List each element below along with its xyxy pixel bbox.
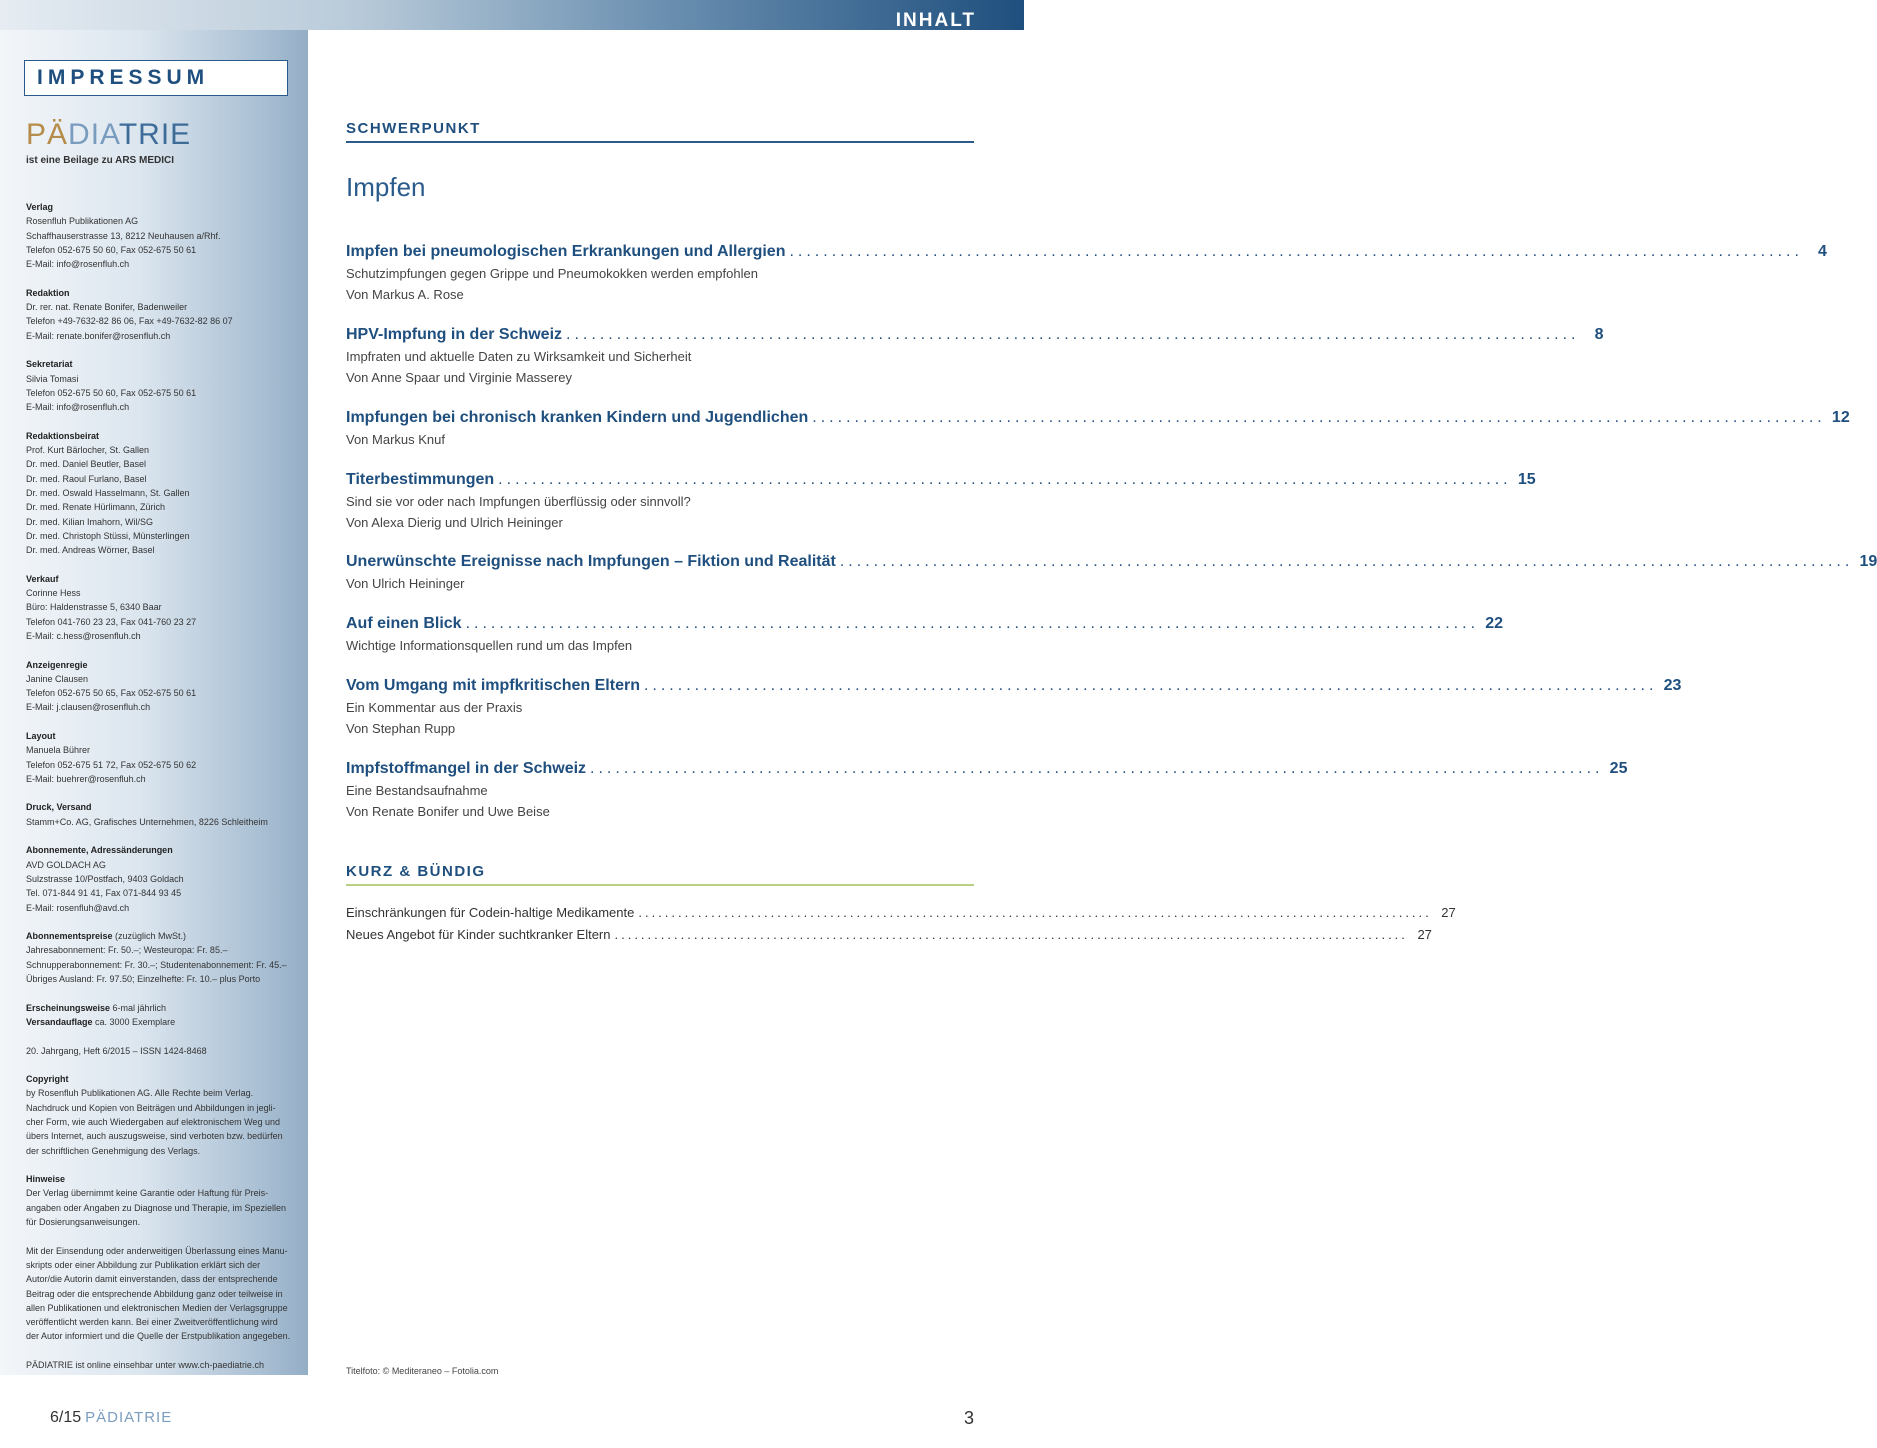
toc-subline: Ein Kommentar aus der Praxis — [346, 700, 523, 715]
impressum-heading-line — [26, 1072, 302, 1086]
impressum-line: Sulzstrasse 10/Postfach, 9403 Goldach — [26, 873, 184, 884]
impressum-heading-line — [26, 200, 302, 214]
toc-subline: Von Anne Spaar und Virginie Masserey — [346, 370, 572, 385]
impressum-heading-suffix: ca. 3000 Exemplare — [92, 1016, 176, 1027]
toc-title: Auf einen Blick — [346, 615, 462, 632]
impressum-line: angaben oder Angaben zu Diagnose und Therapie, im Speziellen — [26, 1202, 287, 1213]
schwerpunkt-heading: SCHWERPUNKT — [346, 120, 481, 137]
toc-subline: Sind sie vor oder nach Impfungen überflüssig oder sinnvoll? — [346, 494, 691, 509]
impressum-heading-line — [26, 357, 302, 371]
toc-title: Impfungen bei chronisch kranken Kindern und Jugendlichen — [346, 409, 809, 426]
impressum-heading: Copyright — [26, 1074, 69, 1085]
toc-entry — [346, 326, 1604, 386]
toc-leader-dots: ........................................................................................................................ — [465, 615, 1480, 632]
toc-title: Titerbestimmungen — [346, 471, 495, 488]
impressum-line: Stamm+Co. AG, Grafisches Unternehmen, 8226 Schleitheim — [26, 816, 268, 827]
top-banner — [0, 0, 1024, 30]
impressum-block — [26, 843, 302, 914]
impressum-line: Dr. med. Daniel Beutler, Basel — [26, 459, 147, 470]
toc-leader-dots: ........................................................................................................................ — [566, 326, 1580, 343]
impressum-heading-line — [26, 843, 302, 857]
impressum-block — [26, 357, 302, 414]
impressum-heading: Layout — [26, 730, 56, 741]
impressum-line: Jahresabonnement: Fr. 50.–; Westeuropa: Fr. 85.– — [26, 945, 228, 956]
impressum-heading-line — [26, 286, 302, 300]
toc-row — [346, 326, 1604, 344]
impressum-line: veröffentlicht werden kann. Bei einer Zweitveröffentlichung wird — [26, 1317, 278, 1328]
impressum-line: by Rosenfluh Publikationen AG. Alle Rechte beim Verlag. — [26, 1088, 254, 1099]
impressum-block — [26, 800, 302, 829]
toc-row — [346, 471, 1536, 489]
toc-subline: Von Stephan Rupp — [346, 721, 456, 736]
toc-entry — [346, 243, 1827, 303]
toc-entry — [346, 615, 1504, 654]
impressum-heading-line — [26, 572, 302, 586]
impressum-line: Prof. Kurt Bärlocher, St. Gallen — [26, 445, 150, 456]
impressum-heading: Redaktion — [26, 287, 70, 298]
impressum-heading: Hinweise — [26, 1174, 66, 1185]
impressum-line: allen Publikationen und elektronischen Medien der Verlagsgruppe — [26, 1302, 288, 1313]
toc-page-number: 8 — [1594, 326, 1604, 343]
toc-subline: Von Markus Knuf — [346, 432, 445, 447]
impressum-line: Telefon 052-675 51 72, Fax 052-675 50 62 — [26, 759, 197, 770]
issue-number: 6/15 — [50, 1409, 82, 1426]
impressum-line: 20. Jahrgang, Heft 6/2015 – ISSN 1424-8468 — [26, 1045, 207, 1056]
impressum-line: E-Mail: buehrer@rosenfluh.ch — [26, 773, 146, 784]
toc-row — [346, 553, 1877, 571]
impressum-line: Mit der Einsendung oder anderweitigen Überlassung eines Manu- — [26, 1245, 288, 1256]
impressum-line: Der Verlag übernimmt keine Garantie oder Haftung für Preis- — [26, 1188, 269, 1199]
impressum-line: Dr. med. Oswald Hasselmann, St. Gallen — [26, 487, 190, 498]
toc-row — [346, 677, 1682, 695]
impressum-line: der Autor informiert und die Quelle der Erstpublikation angegeben. — [26, 1331, 291, 1342]
impressum-title: IMPRESSUM — [37, 66, 210, 89]
toc-entry — [346, 677, 1682, 737]
impressum-line: Silvia Tomasi — [26, 373, 79, 384]
impressum-block — [26, 1358, 302, 1372]
kurz-entry — [346, 905, 1456, 920]
toc-leader-dots: ........................................................................................................................ — [590, 760, 1604, 777]
toc-title: Impfen bei pneumologischen Erkrankungen und Allergien — [346, 243, 786, 260]
paediatrie-logo: PÄDIATRIE — [26, 118, 192, 151]
impressum-line: Schaffhauserstrasse 13, 8212 Neuhausen a/Rhf. — [26, 230, 221, 241]
toc-title: Unerwünschte Ereignisse nach Impfungen – Fiktion und Realität — [346, 553, 836, 570]
impressum-line: Büro: Haldenstrasse 5, 6340 Baar — [26, 602, 162, 613]
impressum-heading: Abonnemente, Adressänderungen — [26, 845, 173, 856]
impressum-line: E-Mail: info@rosenfluh.ch — [26, 402, 130, 413]
toc-subline: Impfraten und aktuelle Daten zu Wirksamkeit und Sicherheit — [346, 349, 692, 364]
impressum-line: cher Form, wie auch Wiedergaben auf elektronischem Weg und — [26, 1117, 280, 1127]
section-label: INHALT — [895, 10, 976, 31]
impressum-line: Rosenfluh Publikationen AG — [26, 216, 139, 227]
kurz-leader-dots: ........................................................................................................................ — [614, 927, 1408, 942]
impressum-heading-line — [26, 800, 302, 814]
toc-entry — [346, 760, 1628, 820]
toc-subline: Eine Bestandsaufnahme — [346, 783, 488, 798]
impressum-heading-line — [26, 658, 302, 672]
impressum-block — [26, 1244, 302, 1344]
kurz-title: Einschränkungen für Codein-haltige Medikamente — [346, 905, 635, 920]
impressum-block — [26, 1001, 302, 1030]
impressum-heading-line — [26, 929, 302, 943]
toc-row — [346, 615, 1504, 633]
impressum-line: Telefon 052-675 50 60, Fax 052-675 50 61 — [26, 244, 197, 255]
toc-leader-dots: ........................................................................................................................ — [643, 677, 1658, 694]
toc-entry — [346, 471, 1536, 531]
impressum-block — [26, 1172, 302, 1229]
impressum-block — [26, 200, 302, 271]
logo-subtitle: ist eine Beilage zu ARS MEDICI — [26, 155, 174, 166]
impressum-line: für Dosierungsanweisungen. — [26, 1217, 141, 1228]
kurz-leader-dots: ........................................................................................................................ — [638, 905, 1432, 920]
toc-subline: Von Markus A. Rose — [346, 287, 464, 302]
impressum-heading-line — [26, 1001, 302, 1015]
toc-subline: Von Renate Bonifer und Uwe Beise — [346, 804, 550, 819]
toc-leader-dots: ........................................................................................................................ — [839, 553, 1854, 570]
impressum-block — [26, 286, 302, 343]
toc-row — [346, 243, 1827, 261]
impressum-heading: Erscheinungsweise — [26, 1002, 111, 1013]
impressum-line: E-Mail: j.clausen@rosenfluh.ch — [26, 702, 151, 713]
toc-page-number: 19 — [1859, 553, 1877, 570]
toc-subline: Von Ulrich Heininger — [346, 576, 465, 591]
impressum-title-box — [24, 60, 288, 96]
impressum-line: Telefon 041-760 23 23, Fax 041-760 23 27 — [26, 616, 197, 627]
impressum-line: Übriges Ausland: Fr. 97.50; Einzelhefte: Fr. 10.– plus Porto — [26, 974, 261, 985]
impressum-block — [26, 658, 302, 715]
toc-entry — [346, 409, 1850, 448]
toc-page-number: 4 — [1818, 243, 1827, 260]
impressum-line: Beitrag oder die entsprechende Abbildung ganz oder teilweise in — [26, 1288, 283, 1299]
toc-leader-dots: ........................................................................................................................ — [498, 471, 1512, 488]
impressum-line: der schriftlichen Genehmigung des Verlags. — [26, 1145, 201, 1156]
impressum-line: übers Internet, auch auszugsweise, sind verboten bzw. bedürfen — [26, 1131, 283, 1142]
impressum-blocks — [26, 200, 302, 1387]
toc-page-number: 12 — [1831, 409, 1850, 426]
impressum-heading-line — [26, 1015, 302, 1029]
impressum-heading-line — [26, 729, 302, 743]
impressum-line: Dr. rer. nat. Renate Bonifer, Badenweiler — [26, 302, 188, 313]
impressum-line: Janine Clausen — [26, 673, 89, 684]
impressum-heading: Druck, Versand — [26, 802, 92, 813]
impressum-line: Nachdruck und Kopien von Beiträgen und Abbildungen in jegli- — [26, 1102, 276, 1113]
impressum-line: E-Mail: rosenfluh@avd.ch — [26, 902, 130, 913]
impressum-line: Schnupperabonnement: Fr. 30.–; Studentenabonnement: Fr. 45.– — [26, 959, 287, 970]
impressum-line: Telefon +49-7632-82 86 06, Fax +49-7632-82 86 07 — [26, 316, 233, 327]
impressum-line: Tel. 071-844 91 41, Fax 071-844 93 45 — [26, 888, 182, 899]
impressum-line: Dr. med. Christoph Stüssi, Münsterlingen — [26, 530, 190, 541]
kurz-heading: KURZ & BÜNDIG — [346, 863, 486, 880]
toc-leader-dots: ........................................................................................................................ — [789, 243, 1803, 260]
kurz-rule — [346, 884, 974, 886]
impressum-line: Corinne Hess — [26, 588, 81, 599]
footer-brand: PÄDIATRIE — [85, 1409, 173, 1426]
impressum-line: Dr. med. Andreas Wörner, Basel — [26, 545, 155, 556]
impressum-block — [26, 729, 302, 786]
schwerpunkt-rule — [346, 141, 974, 143]
impressum-line: E-Mail: c.hess@rosenfluh.ch — [26, 630, 141, 641]
impressum-heading-line — [26, 1172, 302, 1186]
impressum-heading: Redaktionsbeirat — [26, 430, 100, 441]
impressum-heading-suffix: (zuzüglich MwSt.) — [112, 931, 187, 942]
toc-page-number: 23 — [1663, 677, 1682, 694]
kurz-title: Neues Angebot für Kinder suchtkranker Eltern — [346, 927, 611, 942]
impressum-heading: Abonnementspreise — [26, 931, 113, 942]
impressum-line: Autor/die Autorin damit einverstanden, dass der entsprechende — [26, 1274, 278, 1285]
impressum-line: Dr. med. Kilian Imahorn, Wil/SG — [26, 516, 154, 527]
impressum-line: Dr. med. Raoul Furlano, Basel — [26, 473, 147, 484]
impressum-block — [26, 929, 302, 986]
kurz-entry — [346, 927, 1432, 942]
toc-entry — [346, 553, 1877, 592]
toc-title: Vom Umgang mit impfkritischen Eltern — [346, 677, 640, 694]
impressum-heading-suffix: 6-mal jährlich — [110, 1002, 167, 1013]
impressum-heading: Anzeigenregie — [26, 659, 88, 670]
toc-page-number: 25 — [1609, 760, 1628, 777]
toc-title: Impfstoffmangel in der Schweiz — [346, 760, 587, 777]
toc-page-number: 22 — [1485, 615, 1504, 632]
impressum-heading: Sekretariat — [26, 359, 73, 370]
toc-row — [346, 409, 1850, 427]
impressum-line: E-Mail: renate.bonifer@rosenfluh.ch — [26, 330, 171, 341]
impressum-line: PÄDIATRIE ist online einsehbar unter www.ch-paediatrie.ch — [26, 1360, 264, 1371]
toc-subline: Wichtige Informationsquellen rund um das Impfen — [346, 638, 633, 653]
impressum-line: Telefon 052-675 50 60, Fax 052-675 50 61 — [26, 387, 197, 398]
photo-credit: Titelfoto: © Mediteraneo – Fotolia.com — [346, 1366, 499, 1376]
toc-subline: Von Alexa Dierig und Ulrich Heininger — [346, 515, 563, 530]
footer-issue — [50, 1409, 172, 1427]
page-number: 3 — [963, 1408, 974, 1428]
impressum-block — [26, 572, 302, 643]
impressum-heading: Versandauflage — [26, 1016, 93, 1027]
impressum-line: Dr. med. Renate Hürlimann, Zürich — [26, 502, 166, 513]
impressum-line: Manuela Bührer — [26, 745, 91, 756]
impressum-heading: Verlag — [26, 202, 54, 212]
impressum-heading-line — [26, 429, 302, 443]
toc-page-number: 15 — [1517, 471, 1536, 488]
topic-title: Impfen — [346, 172, 426, 202]
impressum-heading: Verkauf — [26, 573, 59, 584]
toc-leader-dots: ........................................................................................................................ — [812, 409, 1826, 426]
kurz-page-number: 27 — [1417, 927, 1432, 942]
impressum-block — [26, 429, 302, 558]
kurz-page-number: 27 — [1441, 905, 1456, 920]
impressum-line: E-Mail: info@rosenfluh.ch — [26, 259, 130, 270]
impressum-block — [26, 1044, 302, 1058]
impressum-line: AVD GOLDACH AG — [26, 859, 106, 870]
toc-subline: Schutzimpfungen gegen Grippe und Pneumokokken werden empfohlen — [346, 266, 758, 281]
toc-row — [346, 760, 1628, 778]
impressum-block — [26, 1072, 302, 1158]
impressum-line: Telefon 052-675 50 65, Fax 052-675 50 61 — [26, 688, 197, 699]
impressum-line: skripts oder einer Abbildung zur Publikation erklärt sich der — [26, 1259, 261, 1270]
toc-title: HPV-Impfung in der Schweiz — [346, 326, 563, 343]
